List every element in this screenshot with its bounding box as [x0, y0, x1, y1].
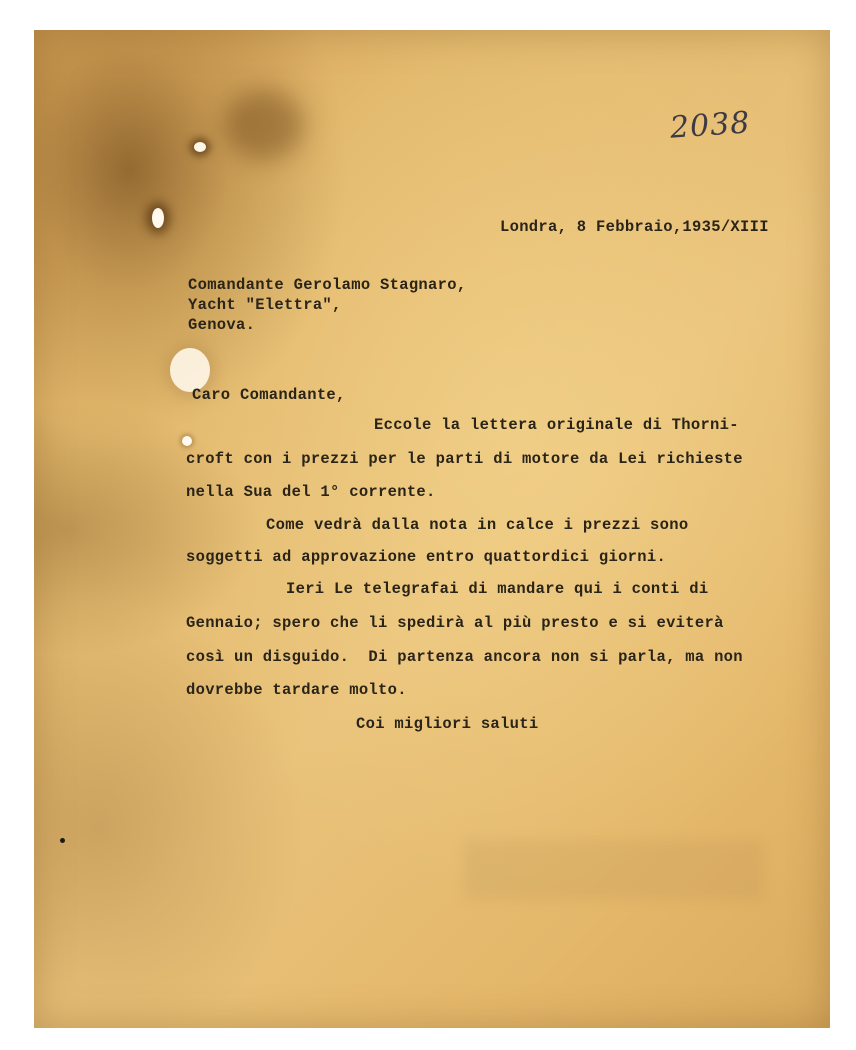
body-line: Come vedrà dalla nota in calce i prezzi sono — [266, 516, 689, 534]
body-line: Eccole la lettera originale di Thorni- — [374, 416, 739, 434]
body-line: dovrebbe tardare molto. — [186, 681, 407, 699]
body-line: croft con i prezzi per le parti di motore da Lei richieste — [186, 450, 743, 468]
paper-damage — [182, 436, 192, 446]
burn-hole — [152, 208, 164, 228]
burn-stain — [224, 90, 304, 160]
closing: Coi migliori saluti — [356, 715, 539, 733]
salutation: Caro Comandante, — [192, 386, 346, 404]
faded-stamp-area — [464, 840, 764, 900]
body-line: Gennaio; spero che li spedirà al più presto e si eviterà — [186, 614, 724, 632]
recipient-vessel: Yacht "Elettra", — [188, 296, 342, 314]
body-line: così un disguido. Di partenza ancora non si parla, ma non — [186, 648, 743, 666]
archive-number: 2038 — [668, 105, 752, 146]
body-line: soggetti ad approvazione entro quattordici giorni. — [186, 548, 667, 566]
recipient-city: Genova. — [188, 316, 256, 334]
burn-hole — [194, 142, 206, 152]
body-line: nella Sua del 1° corrente. — [186, 483, 436, 501]
letter-page — [34, 30, 830, 1028]
body-line: Ieri Le telegrafai di mandare qui i conti di — [286, 580, 709, 598]
recipient-name: Comandante Gerolamo Stagnaro, — [188, 276, 467, 294]
ink-dot — [60, 838, 65, 843]
letter-date: Londra, 8 Febbraio,1935/XIII — [500, 218, 769, 236]
